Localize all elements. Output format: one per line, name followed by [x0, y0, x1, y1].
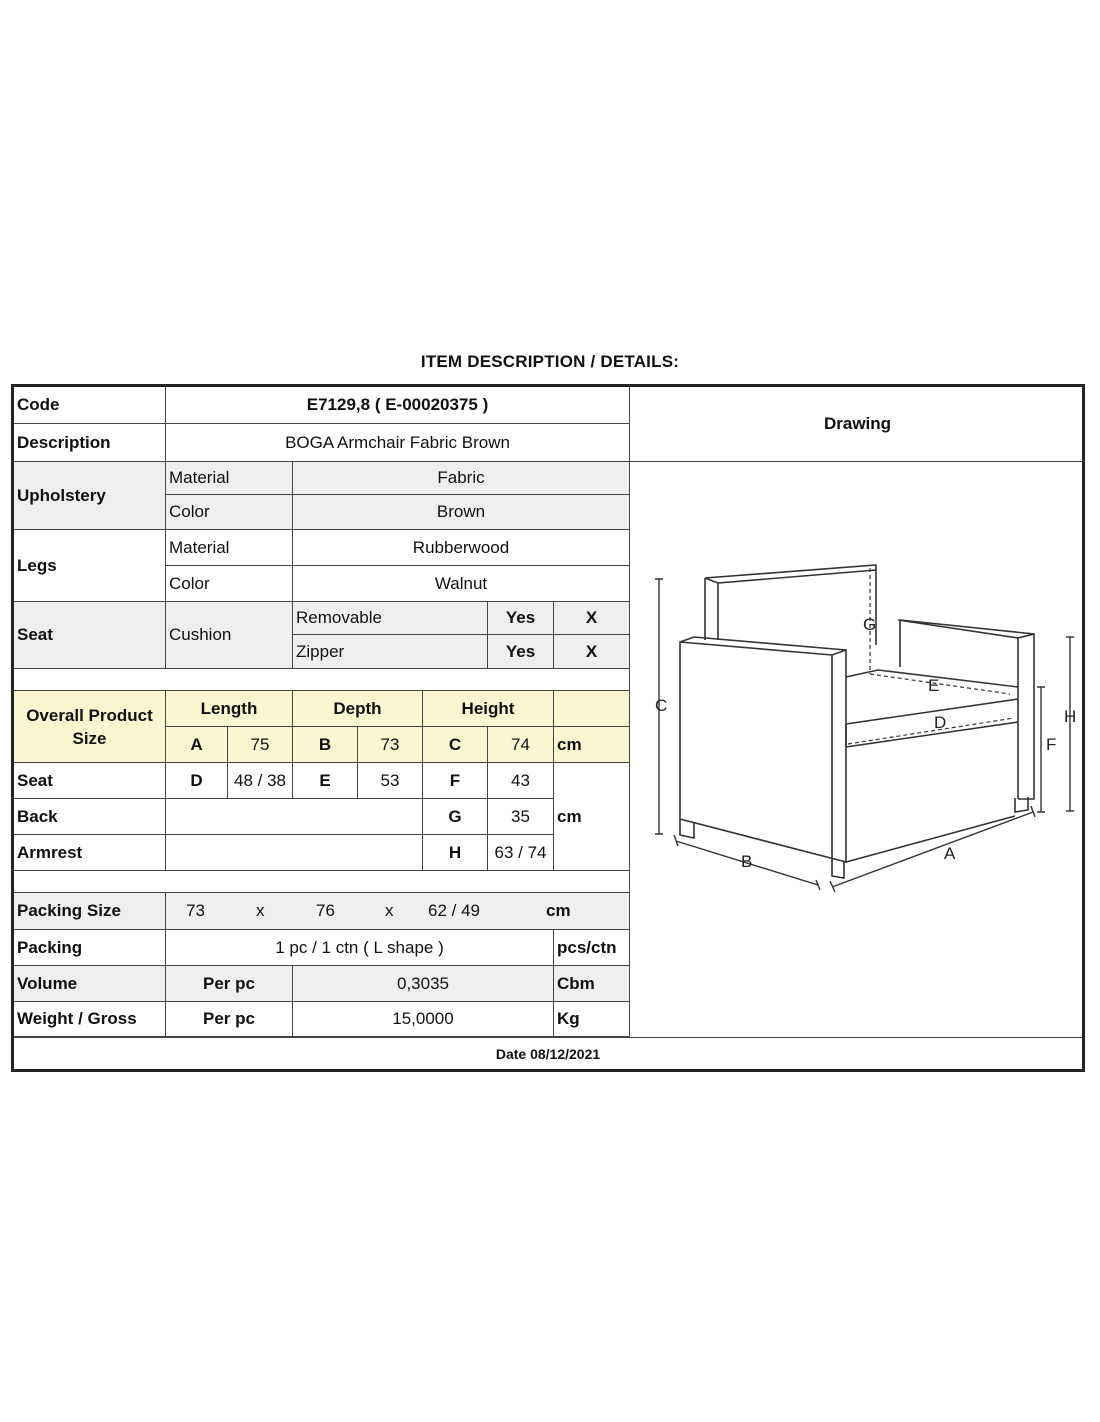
zipper-mark: X — [554, 635, 630, 669]
volume-unit: Cbm — [554, 966, 630, 1002]
zipper-label: Zipper — [293, 635, 488, 669]
backrest — [705, 565, 876, 645]
description-label: Description — [14, 424, 166, 462]
dim-a-value: 75 — [228, 727, 293, 763]
upholstery-color-label: Color — [166, 495, 293, 530]
spacer-row — [14, 669, 630, 691]
spacer-row-2 — [14, 871, 630, 893]
back-label: Back — [14, 799, 166, 835]
dim-c-value: 74 — [488, 727, 554, 763]
code-label: Code — [14, 387, 166, 424]
date-footer: Date 08/12/2021 — [14, 1037, 1082, 1069]
dim-f-label: F — [423, 763, 488, 799]
dim-e-label: E — [293, 763, 358, 799]
volume-value: 0,3035 — [293, 966, 554, 1002]
removable-value: Yes — [488, 602, 554, 635]
upholstery-color-value: Brown — [293, 495, 630, 530]
drawing-label-a: A — [944, 844, 956, 863]
dim-f-value: 43 — [488, 763, 554, 799]
back-empty — [166, 799, 423, 835]
seat-front — [846, 722, 1018, 747]
dim-d-line — [848, 718, 1014, 744]
packing-size-row — [166, 893, 630, 930]
length-header: Length — [166, 691, 293, 727]
overall-empty-header — [554, 691, 630, 727]
removable-label: Removable — [293, 602, 488, 635]
drawing-label-g: G — [863, 615, 877, 634]
legs-color-value: Walnut — [293, 566, 630, 602]
dim-c-label: C — [423, 727, 488, 763]
front-base — [846, 816, 1015, 862]
legs-label: Legs — [14, 530, 166, 602]
packing-x-2: x — [385, 901, 394, 920]
dim-d-label: D — [166, 763, 228, 799]
packing-x-1: x — [256, 901, 265, 920]
armchair-svg — [630, 462, 1085, 1037]
packing-size-unit: cm — [546, 901, 571, 920]
packing-label: Packing — [14, 930, 166, 966]
drawing-label-f: F — [1046, 735, 1057, 754]
weight-per: Per pc — [166, 1002, 293, 1037]
dim-h-label: H — [423, 835, 488, 871]
dim-f-line — [1037, 687, 1045, 812]
dim-b-label: B — [293, 727, 358, 763]
armchair-drawing — [630, 462, 1085, 1037]
dim-e-value: 53 — [358, 763, 423, 799]
legs — [680, 797, 1028, 878]
drawing-label-d: D — [934, 713, 947, 732]
left-armrest — [680, 637, 846, 862]
volume-per: Per pc — [166, 966, 293, 1002]
description-value: BOGA Armchair Fabric Brown — [166, 424, 630, 462]
cushion-label: Cushion — [166, 602, 293, 669]
removable-mark: X — [554, 602, 630, 635]
upholstery-material-label: Material — [166, 462, 293, 495]
packing-length: 73 — [186, 901, 205, 920]
drawing-header: Drawing — [630, 387, 1085, 462]
legs-material-value: Rubberwood — [293, 530, 630, 566]
seat-back-arm-unit: cm — [554, 763, 630, 871]
legs-material-label: Material — [166, 530, 293, 566]
height-header: Height — [423, 691, 554, 727]
dim-h-value: 63 / 74 — [488, 835, 554, 871]
dim-a-label: A — [166, 727, 228, 763]
seat-label: Seat — [14, 602, 166, 669]
overall-size-label: Overall Product Size — [14, 691, 166, 763]
drawing-label-h: H — [1064, 707, 1077, 726]
seat-dims-label: Seat — [14, 763, 166, 799]
armrest-label: Armrest — [14, 835, 166, 871]
packing-unit: pcs/ctn — [554, 930, 630, 966]
code-value: E7129,8 ( E-00020375 ) — [166, 387, 630, 424]
drawing-label-c: C — [655, 696, 668, 715]
packing-size-label: Packing Size — [14, 893, 166, 930]
depth-header: Depth — [293, 691, 423, 727]
volume-label: Volume — [14, 966, 166, 1002]
right-armrest — [898, 620, 1034, 799]
upholstery-material-value: Fabric — [293, 462, 630, 495]
dim-d-value: 48 / 38 — [228, 763, 293, 799]
zipper-value: Yes — [488, 635, 554, 669]
overall-unit: cm — [554, 727, 630, 763]
packing-width: 76 — [316, 901, 335, 920]
weight-label: Weight / Gross — [14, 1002, 166, 1037]
item-details-sheet — [11, 384, 1085, 1072]
armrest-empty — [166, 835, 423, 871]
drawing-label-b: B — [741, 852, 753, 871]
page-title: ITEM DESCRIPTION / DETAILS: — [420, 352, 680, 371]
legs-color-label: Color — [166, 566, 293, 602]
packing-height: 62 / 49 — [428, 901, 480, 920]
weight-unit: Kg — [554, 1002, 630, 1037]
upholstery-label: Upholstery — [14, 462, 166, 530]
dim-g-value: 35 — [488, 799, 554, 835]
packing-value: 1 pc / 1 ctn ( L shape ) — [166, 930, 554, 966]
weight-value: 15,0000 — [293, 1002, 554, 1037]
dim-g-label: G — [423, 799, 488, 835]
drawing-label-e: E — [928, 676, 940, 695]
dim-b-value: 73 — [358, 727, 423, 763]
